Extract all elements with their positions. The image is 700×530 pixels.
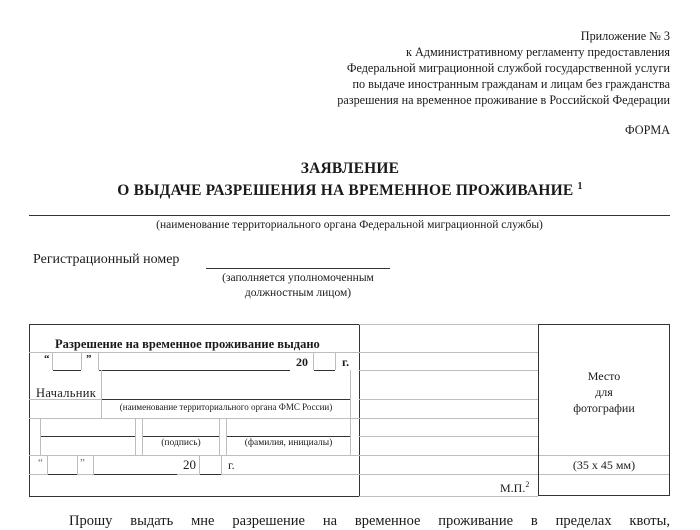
photo-label-line: Место [587, 369, 621, 383]
year-label: г. [342, 355, 350, 369]
appendix-line: к Административному регламенту предоставления [406, 45, 670, 59]
registration-caption [190, 271, 406, 301]
open-quote-2: “ [38, 457, 43, 469]
date2-month-field[interactable] [94, 455, 177, 475]
close-quote: ” [86, 353, 92, 365]
grid-line [77, 455, 78, 474]
grid-line [359, 324, 538, 325]
date2-day-field[interactable] [48, 455, 77, 475]
registration-caption-line: должностным лицом) [244, 287, 352, 299]
document-subtitle-text: О ВЫДАЧЕ РАЗРЕШЕНИЯ НА ВРЕМЕННОЕ ПРОЖИВАНИЕ [117, 182, 574, 199]
table-border-right [359, 324, 360, 496]
photo-label [538, 368, 670, 416]
date2-year-prefix: 20 [183, 457, 196, 472]
grid-line [359, 436, 538, 437]
grid-line [135, 418, 136, 455]
grid-line [29, 399, 101, 400]
registration-label: Регистрационный номер [33, 252, 180, 267]
form-label: ФОРМА [625, 123, 670, 137]
name-field[interactable] [227, 418, 350, 437]
stamp-label [500, 480, 529, 496]
photo-label-line: для [595, 385, 613, 399]
document-subtitle [0, 181, 700, 200]
signature-caption: (подпись) [161, 438, 201, 448]
signature-field[interactable] [143, 418, 219, 437]
appendix-header [337, 28, 670, 108]
close-quote-2: ” [80, 457, 85, 469]
year-prefix: 20 [296, 355, 308, 369]
photo-size: (35 x 45 мм) [572, 458, 636, 472]
table-border-top [29, 324, 359, 325]
chief-org-caption: (наименование территориального органа ФМС России) [119, 402, 333, 412]
blank-field[interactable] [41, 418, 135, 437]
request-paragraph: Прошу выдать мне разрешение на временное проживание в пределах квоты, [69, 513, 670, 529]
grid-line [221, 455, 222, 474]
grid-line [350, 370, 351, 455]
grid-line [359, 370, 538, 371]
stamp-footnote: 2 [525, 480, 530, 489]
appendix-line: разрешения на временное проживание в Российской Федерации [337, 93, 670, 107]
name-caption: (фамилия, инициалы) [244, 438, 333, 448]
permit-day-field[interactable] [53, 352, 81, 371]
date2-year-label: г. [228, 458, 235, 472]
grid-line [335, 352, 336, 370]
grid-line [219, 418, 220, 455]
date2-year-field[interactable] [200, 455, 221, 475]
grid-line [81, 352, 82, 370]
chief-label: Начальник [36, 386, 97, 400]
footnote-marker: 1 [577, 181, 583, 192]
appendix-line: по выдаче иностранным гражданам и лицам без гражданства [352, 77, 670, 91]
table-border-bottom [29, 496, 359, 497]
stamp-label-text: М.П. [500, 481, 526, 495]
chief-org-field[interactable] [102, 370, 350, 400]
appendix-line: Федеральной миграционной службой государственной услуги [346, 61, 670, 75]
document-title: ЗАЯВЛЕНИЕ [300, 160, 400, 177]
authority-caption: (наименование территориального органа Федеральной миграционной службы) [156, 219, 543, 231]
grid-line [359, 496, 538, 497]
permit-heading: Разрешение на временное проживание выдано [55, 337, 320, 351]
authority-field[interactable] [29, 215, 670, 216]
photo-label-line: фотографии [573, 401, 635, 415]
registration-number-field[interactable] [206, 268, 390, 269]
registration-caption-line: (заполняется уполномоченным [222, 272, 374, 284]
permit-month-field[interactable] [99, 352, 290, 371]
grid-line [359, 399, 538, 400]
appendix-line: Приложение № 3 [580, 29, 670, 43]
table-border-left [29, 324, 30, 496]
permit-year-field[interactable] [314, 352, 335, 371]
open-quote: “ [44, 353, 50, 365]
